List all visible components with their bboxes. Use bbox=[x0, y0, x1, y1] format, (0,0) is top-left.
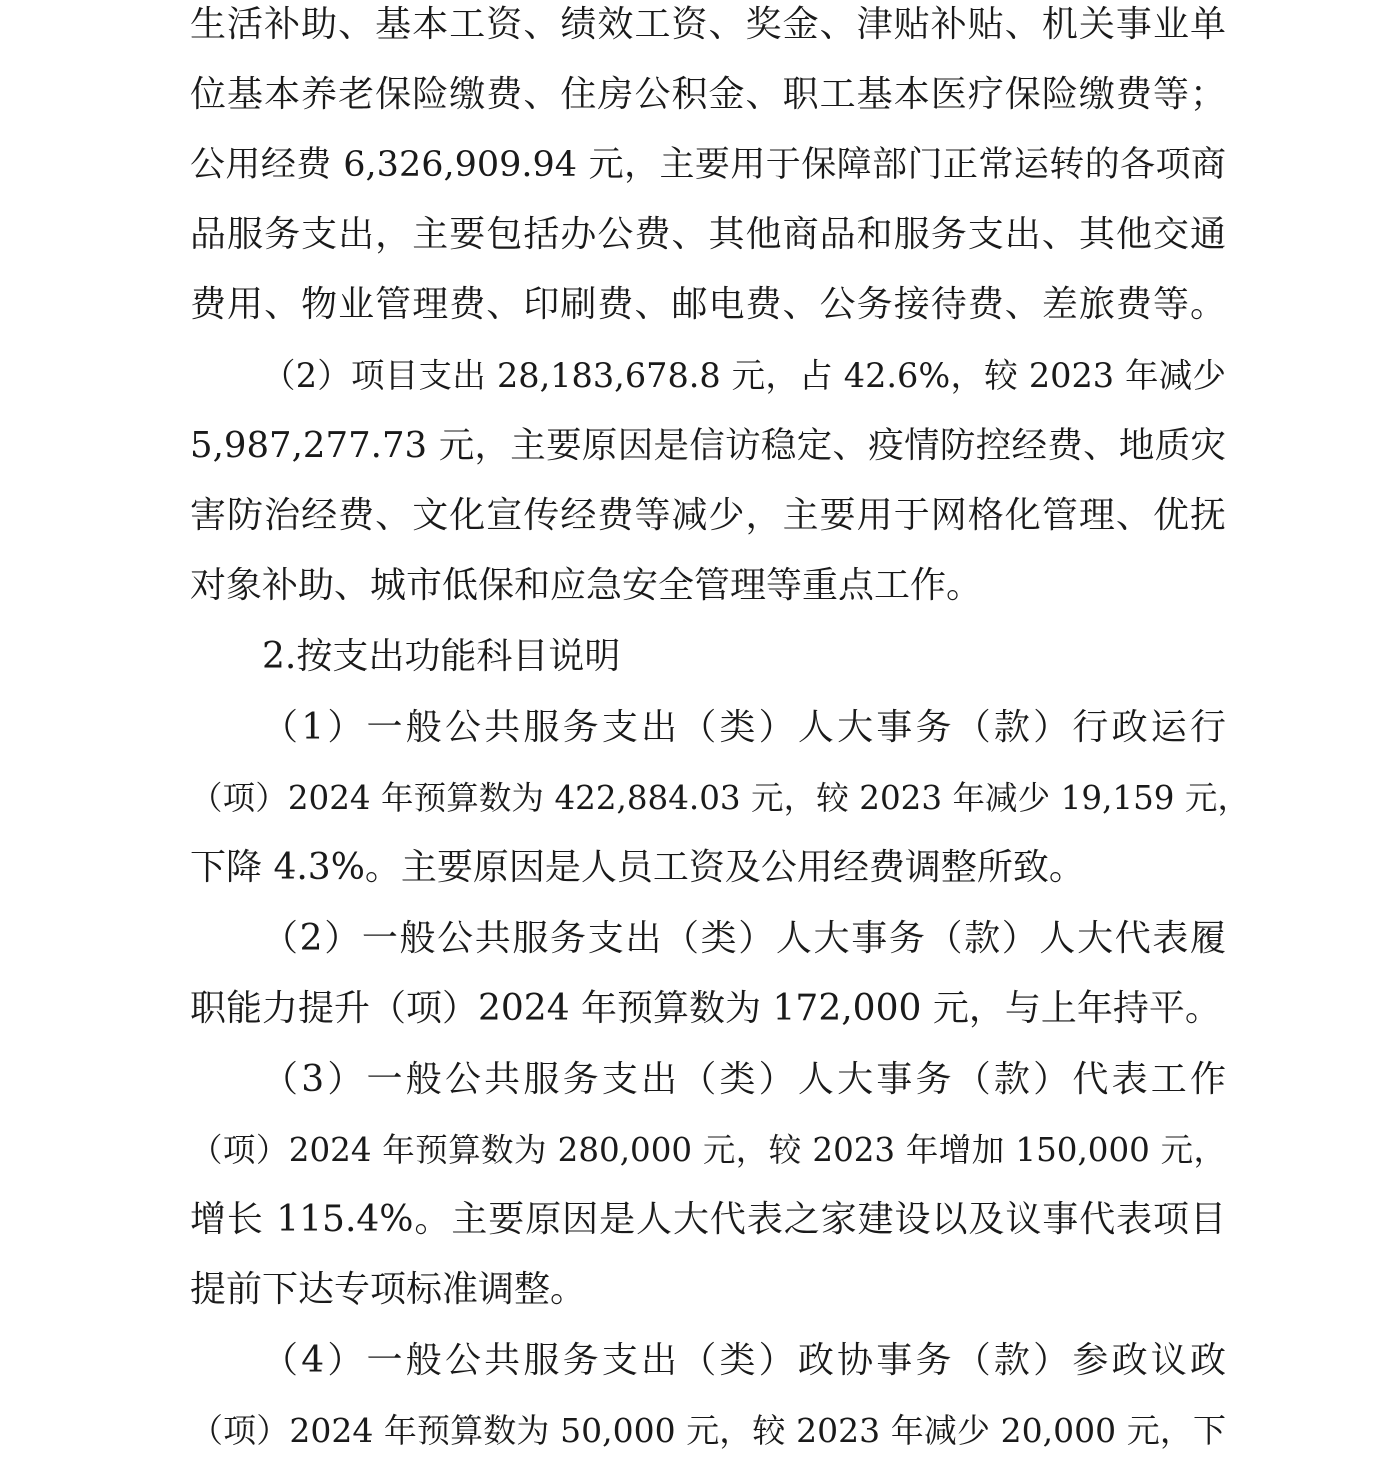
paragraph-last-line: 下降 4.3%。主要原因是人员工资及公用经费调整所致。 bbox=[190, 847, 1085, 888]
paragraph-last-line: 职能力提升（项）2024 年预算数为 172,000 元，与上年持平。 bbox=[190, 988, 1221, 1029]
paragraph-first-line: （4）一般公共服务支出（类）政协事务（款）参政议政 bbox=[262, 1340, 1226, 1381]
body-text-line: 位基本养老保险缴费、住房公积金、职工基本医疗保险缴费等； bbox=[190, 74, 1226, 115]
body-text-line: 害防治经费、文化宣传经费等减少，主要用于网格化管理、优抚 bbox=[190, 495, 1226, 536]
body-text-line: 生活补助、基本工资、绩效工资、奖金、津贴补贴、机关事业单 bbox=[190, 4, 1226, 45]
body-text-line: 增长 115.4%。主要原因是人大代表之家建设以及议事代表项目 bbox=[190, 1199, 1226, 1240]
paragraph-last-line: 对象补助、城市低保和应急安全管理等重点工作。 bbox=[190, 565, 983, 606]
body-text-line: （项）2024 年预算数为 280,000 元，较 2023 年增加 150,000 元， bbox=[190, 1131, 1226, 1169]
section-heading: 2.按支出功能科目说明 bbox=[262, 636, 621, 677]
body-text-line: 5,987,277.73 元，主要原因是信访稳定、疫情防控经费、地质灾 bbox=[190, 425, 1226, 466]
body-text-line: 品服务支出，主要包括办公费、其他商品和服务支出、其他交通 bbox=[190, 214, 1226, 255]
paragraph-first-line: （3）一般公共服务支出（类）人大事务（款）代表工作 bbox=[262, 1059, 1226, 1100]
paragraph-last-line: 提前下达专项标准调整。 bbox=[190, 1269, 587, 1310]
paragraph-first-line: （2）一般公共服务支出（类）人大事务（款）人大代表履 bbox=[262, 918, 1226, 959]
body-text-line: （项）2024 年预算数为 422,884.03 元，较 2023 年减少 19,159 元， bbox=[190, 779, 1250, 817]
body-text-line: 费用、物业管理费、印刷费、邮电费、公务接待费、差旅费等。 bbox=[190, 284, 1226, 325]
paragraph-first-line: （2）项目支出 28,183,678.8 元，占 42.6%，较 2023 年减少 bbox=[262, 356, 1226, 395]
paragraph-first-line: （1）一般公共服务支出（类）人大事务（款）行政运行 bbox=[262, 707, 1226, 748]
body-text-line: （项）2024 年预算数为 50,000 元，较 2023 年减少 20,000 元，下 bbox=[190, 1411, 1226, 1450]
body-text-line: 公用经费 6,326,909.94 元，主要用于保障部门正常运转的各项商 bbox=[190, 145, 1226, 185]
